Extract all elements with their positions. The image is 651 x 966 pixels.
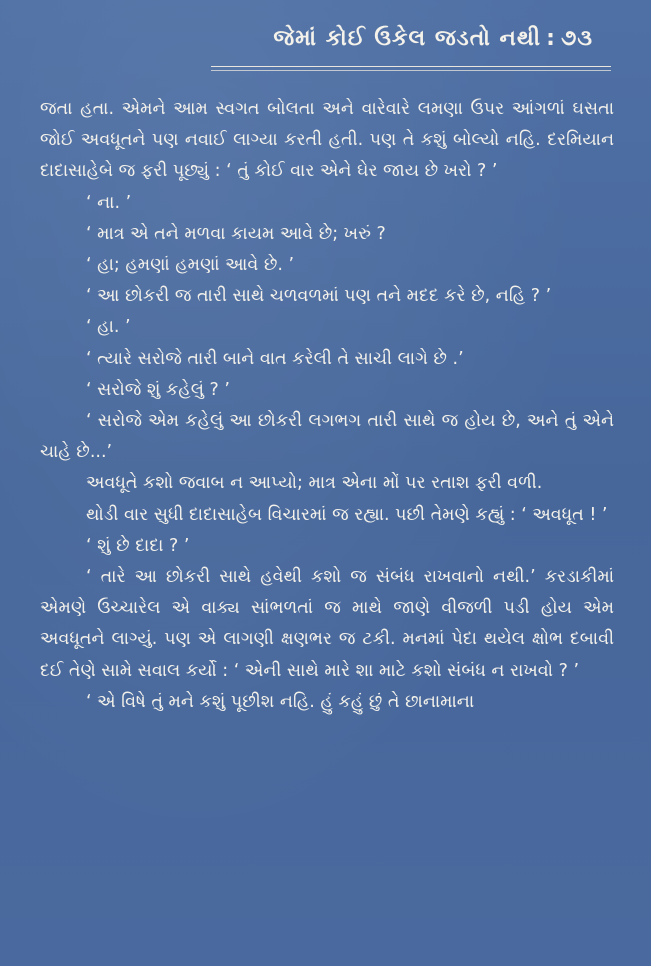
header-rule-secondary — [211, 70, 611, 71]
chapter-title: જેમાં કોઈ ઉકેલ જડતો નથી — [273, 26, 542, 51]
paragraph: ‘ તારે આ છોકરી સાથે હવેથી કશો જ સંબંધ રાખવાનો નથી.’ કરડાકીમાં એમણે ઉચ્ચારેલ એ વાક્ય સાંભળતાં જ માથે જાણે વીજળી પડી હોય એમ અવધૂતને લાગ્યું. પણ એ લાગણી ક્ષણભર જ ટકી. મનમાં પેદા થયેલ ક્ષોભ દબાવી દઈ તેણે સામે સવાલ કર્યો : ‘ એની સાથે મારે શા માટે કશો સંબંધ ન રાખવો ? ’ — [40, 567, 614, 681]
dialogue-line: ‘ હા; હમણાં હમણાં આવે છે. ’ — [86, 255, 295, 276]
dialogue-line: ‘ આ છોકરી જ તારી સાથે ચળવળમાં પણ તને મદદ કરે છે, નહિ ? ’ — [86, 286, 552, 307]
dialogue-line: ‘ શું છે દાદા ? ’ — [86, 535, 190, 556]
paragraph: જતા હતા. એમને આમ સ્વગત બોલતા અને વારેવારે લમણા ઉપર આંગળાં ઘસતા જોઈ અવધૂતને પણ નવાઈ લાગ્યા કરતી હતી. પણ તે કશું બોલ્યો નહિ. દરમિયાન દાદાસાહેબે જ ફરી પૂછ્યું : ‘ તું કોઈ વાર એને ઘેર જાય છે ખરો ? ’ — [40, 99, 614, 182]
header-rule — [211, 66, 611, 67]
header-separator: : — [546, 26, 556, 51]
dialogue-line: ‘ એ વિષે તું મને કશું પૂછીશ નહિ. હું કહું છું તે છાનામાના — [86, 691, 475, 712]
dialogue-line: ‘ ત્યારે સરોજે તારી બાને વાત કરેલી તે સાચી લાગે છે .’ — [86, 348, 464, 369]
page-number: ૭૩ — [561, 26, 593, 51]
running-header — [273, 26, 593, 51]
dialogue-line: ‘ ના. ’ — [86, 192, 132, 213]
dialogue-line: ‘ સરોજે શું કહેલું ? ’ — [86, 379, 230, 400]
dialogue-line: ‘ હા. ’ — [86, 317, 131, 338]
paragraph: થોડી વાર સુધી દાદાસાહેબ વિચારમાં જ રહ્યા. પછી તેમણે કહ્યું : ‘ અવધૂત ! ’ — [86, 504, 608, 525]
dialogue-line: ‘ સરોજે એમ કહેલું આ છોકરી લગભગ તારી સાથે જ હોય છે, અને તું એને ચાહે છે...’ — [40, 411, 614, 463]
dialogue-line: ‘ માત્ર એ તને મળવા કાયમ આવે છે; ખરું ? — [86, 223, 386, 244]
paragraph: અવધૂતે કશો જવાબ ન આપ્યો; માત્ર એના મોં પર રતાશ ફરી વળી. — [86, 473, 543, 494]
body-text — [40, 94, 614, 718]
